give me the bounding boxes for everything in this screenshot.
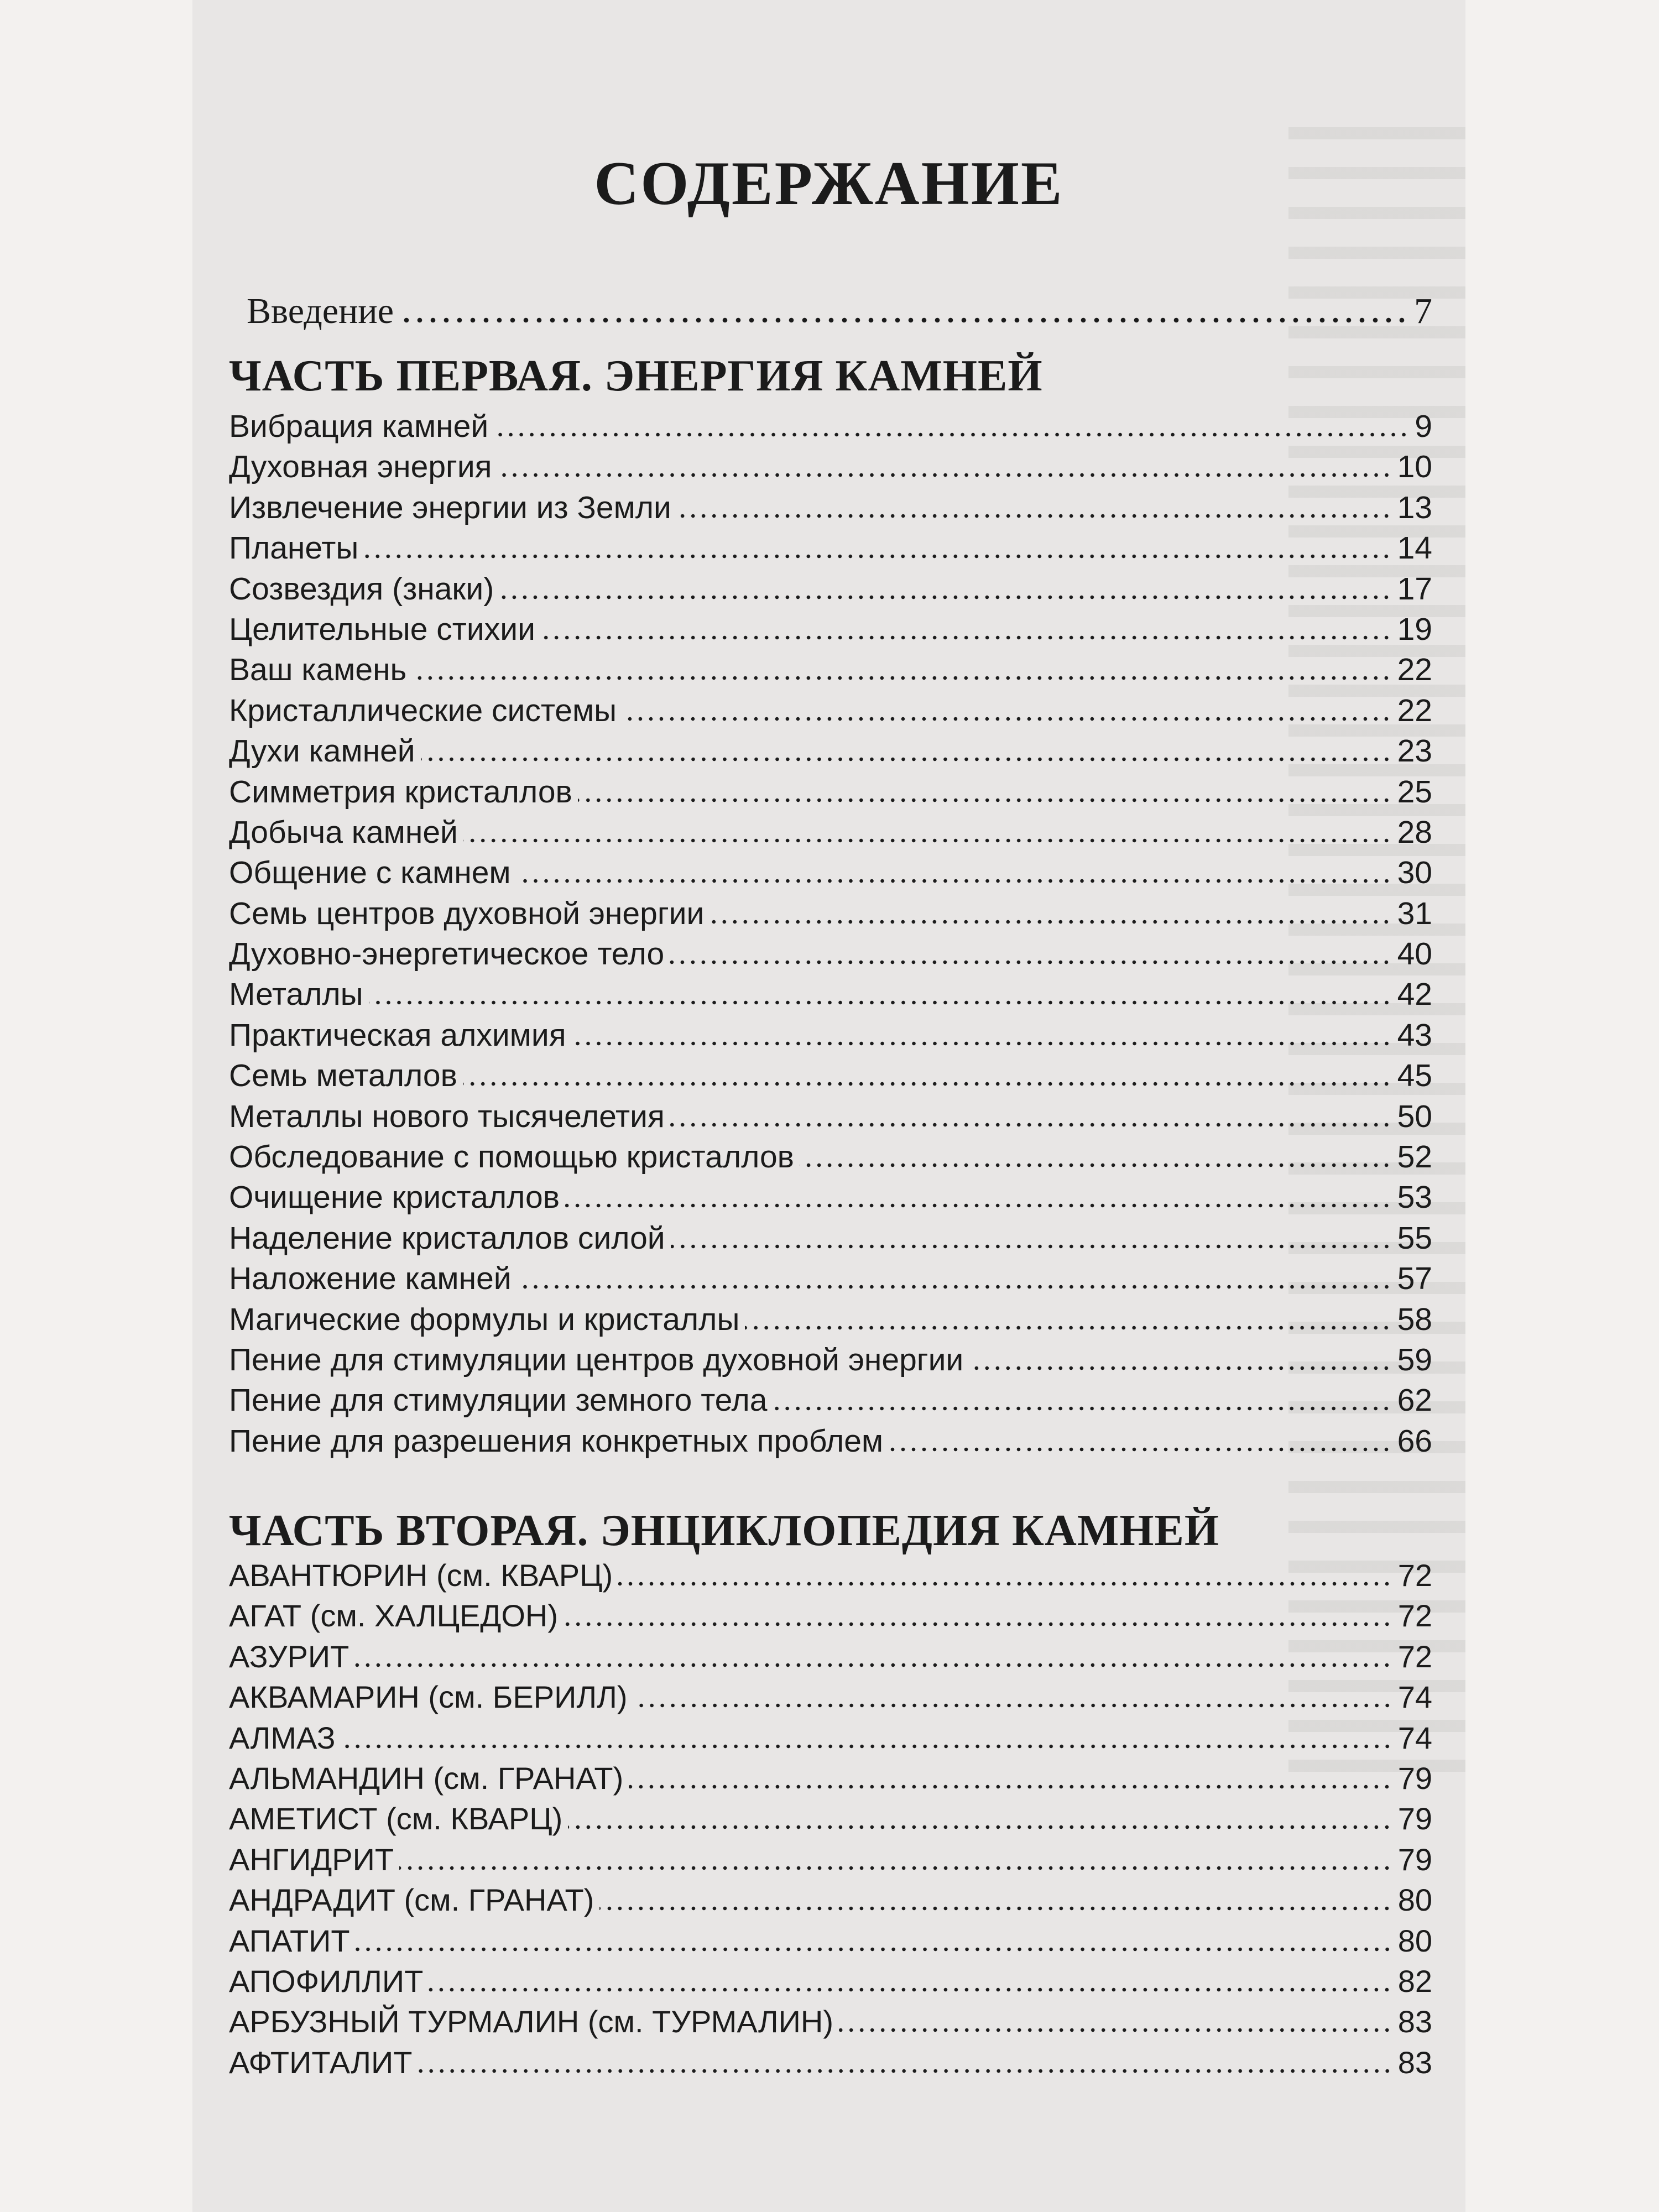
toc-entry-page: 80	[1397, 1882, 1432, 1918]
toc-entry-label: АЗУРИТ	[229, 1639, 349, 1674]
toc-entry-label: Духовно-энергетическое тело	[229, 936, 665, 972]
toc-entry-label: Введение	[247, 291, 394, 331]
toc-entry	[229, 1839, 1432, 1880]
dot-leader	[677, 514, 1392, 518]
toc-entry-label: АПОФИЛЛИТ	[229, 1963, 424, 1999]
toc-entry-label: Ваш камень	[229, 652, 407, 688]
toc-entry-page: 58	[1397, 1301, 1432, 1337]
toc-entry	[229, 1340, 1432, 1380]
toc-entry-label: Наделение кристаллов силой	[229, 1220, 665, 1256]
toc-entry-label: Практическая алхимия	[229, 1017, 566, 1053]
toc-entry	[229, 1421, 1432, 1462]
toc-entry-label: Кристаллические системы	[229, 692, 617, 728]
part-one-heading: ЧАСТЬ ПЕРВАЯ. ЭНЕРГИЯ КАМНЕЙ	[229, 352, 1043, 400]
toc-entry-page: 28	[1397, 814, 1432, 850]
dot-leader	[709, 920, 1391, 924]
toc-entry-label: Очищение кристаллов	[229, 1180, 560, 1215]
toc-entry-label: Пение для стимуляции земного тела	[229, 1383, 768, 1418]
dot-leader	[564, 1622, 1392, 1626]
toc-entry-label: Семь центров духовной энергии	[229, 895, 705, 931]
toc-entry	[229, 894, 1432, 934]
dot-leader	[399, 1866, 1392, 1870]
toc-entry	[229, 488, 1432, 528]
toc-entry	[229, 1177, 1432, 1218]
dot-leader	[629, 1785, 1392, 1789]
toc-entry	[229, 1380, 1432, 1421]
toc-entry-label: Семь металлов	[229, 1058, 457, 1094]
toc-entry-label: АКВАМАРИН (см. БЕРИЛЛ)	[229, 1679, 628, 1715]
toc-entry-page: 30	[1397, 855, 1432, 891]
toc-entry-page: 79	[1397, 1841, 1432, 1877]
toc-entry-label: АФТИТАЛИТ	[229, 2044, 413, 2080]
dot-leader	[517, 1285, 1392, 1289]
toc-entry	[229, 569, 1432, 609]
toc-entry-page: 80	[1397, 1923, 1432, 1958]
dot-leader	[499, 595, 1391, 599]
toc-entry	[229, 1758, 1432, 1798]
dot-leader	[773, 1406, 1391, 1411]
toc-entry	[229, 1056, 1432, 1096]
dot-leader	[599, 1906, 1392, 1911]
dot-leader	[839, 2028, 1392, 2032]
dot-leader	[670, 960, 1391, 964]
toc-entry-page: 45	[1397, 1058, 1432, 1094]
toc-entry-page: 9	[1415, 409, 1432, 444]
toc-entry-page: 79	[1397, 1801, 1432, 1837]
toc-entry	[229, 1259, 1432, 1299]
toc-entry-label: Добыча камней	[229, 814, 458, 850]
dot-leader	[421, 757, 1392, 761]
toc-entry	[229, 1555, 1432, 1595]
toc-entry-label: АПАТИТ	[229, 1923, 350, 1958]
dot-leader	[541, 635, 1392, 640]
part-one-list	[229, 406, 1432, 1462]
toc-entry	[229, 812, 1432, 853]
dot-leader	[498, 473, 1392, 477]
toc-entry-page: 40	[1397, 936, 1432, 972]
toc-entry-page: 17	[1397, 571, 1432, 607]
toc-entry-page: 72	[1397, 1598, 1432, 1634]
toc-entry-page: 22	[1397, 692, 1432, 728]
dot-leader	[429, 1987, 1392, 1992]
part-two-list	[229, 1555, 1432, 2083]
toc-entry	[229, 2042, 1432, 2083]
dot-leader	[412, 676, 1391, 680]
toc-entry	[229, 934, 1432, 974]
toc-entry	[229, 528, 1432, 568]
toc-entry-label: АЛЬМАНДИН (см. ГРАНАТ)	[229, 1760, 624, 1796]
toc-entry	[229, 1218, 1432, 1259]
toc-entry-intro	[247, 290, 1432, 343]
toc-entry	[229, 1300, 1432, 1340]
toc-entry-page: 66	[1397, 1423, 1432, 1459]
toc-entry-label: АГАТ (см. ХАЛЦЕДОН)	[229, 1598, 558, 1634]
dot-leader	[341, 1744, 1392, 1749]
dot-leader	[399, 317, 1408, 323]
toc-entry-page: 79	[1397, 1760, 1432, 1796]
toc-entry	[229, 1595, 1432, 1636]
toc-entry-page: 57	[1397, 1261, 1432, 1297]
dot-leader	[578, 798, 1392, 802]
toc-entry	[229, 2001, 1432, 2042]
toc-entry-page: 74	[1397, 1679, 1432, 1715]
toc-entry-page: 14	[1397, 530, 1432, 566]
toc-entry-label: Планеты	[229, 530, 359, 566]
toc-entry	[229, 974, 1432, 1015]
toc-entry-page: 52	[1397, 1139, 1432, 1175]
dot-leader	[670, 1123, 1392, 1127]
dot-leader	[745, 1326, 1391, 1330]
toc-entry-page: 42	[1397, 977, 1432, 1013]
toc-entry-label: АЛМАЗ	[229, 1720, 336, 1755]
toc-entry-label: Духовная энергия	[229, 449, 492, 485]
dot-leader	[463, 1082, 1392, 1086]
toc-entry-page: 31	[1397, 895, 1432, 931]
toc-entry-page: 72	[1397, 1558, 1432, 1593]
toc-entry-page: 43	[1397, 1017, 1432, 1053]
dot-leader	[969, 1366, 1391, 1370]
toc-entry	[229, 1880, 1432, 1920]
toc-entry-page: 25	[1397, 774, 1432, 810]
dot-leader	[364, 554, 1391, 559]
toc-entry	[229, 1677, 1432, 1717]
toc-entry-page: 74	[1397, 1720, 1432, 1755]
toc-entry-label: Металлы нового тысячелетия	[229, 1098, 665, 1134]
toc-entry	[229, 772, 1432, 812]
toc-entry	[229, 731, 1432, 771]
toc-entry-label: Общение с камнем	[229, 855, 511, 891]
toc-entry-label: Симметрия кристаллов	[229, 774, 572, 810]
toc-entry-label: Созвездия (знаки)	[229, 571, 494, 607]
toc-entry-page: 83	[1397, 2004, 1432, 2039]
toc-entry	[229, 1798, 1432, 1839]
toc-entry	[229, 1636, 1432, 1677]
toc-entry	[229, 691, 1432, 731]
page-title: СОДЕРЖАНИЕ	[594, 149, 1064, 218]
dot-leader	[800, 1163, 1392, 1167]
toc-entry	[229, 650, 1432, 690]
toc-entry-label: Духи камней	[229, 733, 415, 769]
toc-entry	[229, 1097, 1432, 1137]
toc-entry-page: 82	[1397, 1963, 1432, 1999]
dot-leader	[671, 1244, 1392, 1249]
dot-leader	[618, 1582, 1392, 1586]
dot-leader	[889, 1447, 1392, 1452]
toc-entry	[229, 853, 1432, 893]
toc-entry-label: АВАНТЮРИН (см. КВАРЦ)	[229, 1558, 613, 1593]
dot-leader	[418, 2069, 1392, 2073]
dot-leader	[369, 1000, 1392, 1005]
toc-entry-page: 72	[1397, 1639, 1432, 1674]
toc-entry-page: 19	[1397, 611, 1432, 647]
dot-leader	[354, 1663, 1392, 1667]
toc-entry-page: 13	[1397, 489, 1432, 525]
dot-leader	[494, 432, 1409, 437]
part-two-heading: ЧАСТЬ ВТОРАЯ. ЭНЦИКЛОПЕДИЯ КАМНЕЙ	[229, 1506, 1220, 1555]
toc-entry-page: 10	[1397, 449, 1432, 485]
toc-entry	[229, 1015, 1432, 1056]
dot-leader	[565, 1203, 1392, 1208]
toc-entry-page: 59	[1397, 1342, 1432, 1378]
toc-entry-page: 50	[1397, 1098, 1432, 1134]
toc-entry	[229, 609, 1432, 650]
toc-entry-page: 7	[1414, 291, 1432, 331]
dot-leader	[463, 838, 1392, 843]
dot-leader	[356, 1947, 1392, 1952]
toc-entry-page: 83	[1397, 2044, 1432, 2080]
toc-entry-label: Пение для разрешения конкретных проблем	[229, 1423, 884, 1459]
toc-entry-label: Целительные стихии	[229, 611, 535, 647]
toc-entry-label: АНДРАДИТ (см. ГРАНАТ)	[229, 1882, 594, 1918]
toc-entry-label: Обследование с помощью кристаллов	[229, 1139, 794, 1175]
dot-leader	[517, 879, 1392, 883]
toc-entry	[229, 1718, 1432, 1758]
toc-entry-label: Металлы	[229, 977, 363, 1013]
toc-entry	[229, 406, 1432, 447]
toc-entry-label: Магические формулы и кристаллы	[229, 1301, 740, 1337]
toc-entry-label: АРБУЗНЫЙ ТУРМАЛИН (см. ТУРМАЛИН)	[229, 2004, 833, 2039]
toc-entry-page: 23	[1397, 733, 1432, 769]
toc-entry	[229, 1921, 1432, 1961]
toc-entry-label: Извлечение энергии из Земли	[229, 489, 671, 525]
toc-entry	[229, 1137, 1432, 1177]
book-page	[192, 0, 1465, 2212]
toc-entry-page: 22	[1397, 652, 1432, 688]
dot-leader	[622, 717, 1391, 721]
dot-leader	[572, 1041, 1392, 1046]
toc-entry-label: АМЕТИСТ (см. КВАРЦ)	[229, 1801, 563, 1837]
toc-entry-page: 53	[1397, 1180, 1432, 1215]
toc-entry	[229, 1961, 1432, 2001]
toc-entry-page: 62	[1397, 1383, 1432, 1418]
dot-leader	[633, 1703, 1392, 1708]
toc-entry-page: 55	[1397, 1220, 1432, 1256]
toc-entry-label: Наложение камней	[229, 1261, 512, 1297]
toc-entry-label: Пение для стимуляции центров духовной энергии	[229, 1342, 964, 1378]
dot-leader	[568, 1825, 1392, 1829]
toc-entry-label: АНГИДРИТ	[229, 1841, 394, 1877]
toc-entry-label: Вибрация камней	[229, 409, 489, 444]
toc-entry	[229, 447, 1432, 487]
